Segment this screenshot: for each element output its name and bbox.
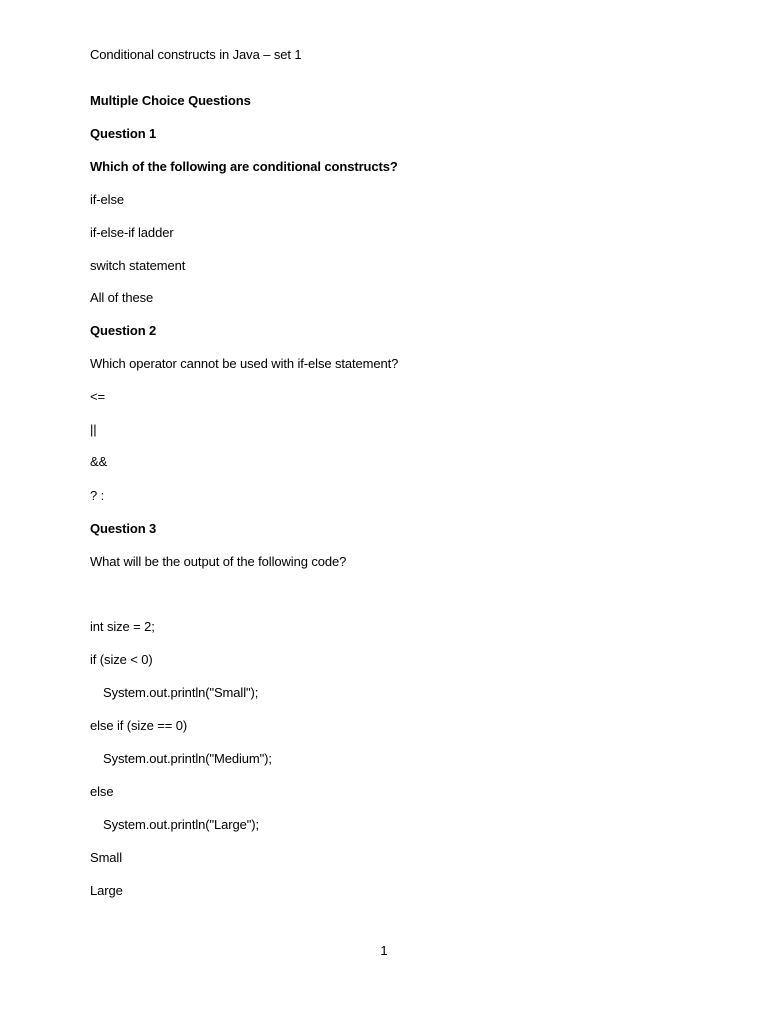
- code-line: System.out.println("Large");: [103, 817, 259, 832]
- page-number: 1: [380, 943, 388, 958]
- question-3-option-b: Large: [90, 883, 123, 898]
- question-1-option-a: if-else: [90, 192, 124, 207]
- question-3-option-a: Small: [90, 850, 123, 865]
- question-1-prompt: Which of the following are conditional constructs?: [90, 159, 398, 174]
- question-1-option-b: if-else-if ladder: [90, 225, 174, 240]
- code-line: System.out.println("Small");: [103, 685, 259, 700]
- code-line: else: [90, 784, 114, 799]
- question-1-option-c: switch statement: [90, 258, 186, 273]
- code-line: if (size < 0): [90, 652, 153, 667]
- question-2-option-a: <=: [90, 389, 105, 404]
- code-line: else if (size == 0): [90, 718, 188, 733]
- question-2-label: Question 2: [90, 323, 157, 338]
- question-1-label: Question 1: [90, 126, 157, 141]
- section-heading: Multiple Choice Questions: [90, 93, 251, 108]
- document-title: Conditional constructs in Java – set 1: [90, 47, 302, 62]
- question-2-option-d: ? :: [90, 488, 105, 503]
- code-line: int size = 2;: [90, 619, 155, 634]
- code-line: System.out.println("Medium");: [103, 751, 272, 766]
- question-2-prompt: Which operator cannot be used with if-else statement?: [90, 356, 399, 371]
- question-3-label: Question 3: [90, 521, 157, 536]
- question-1-option-d: All of these: [90, 290, 154, 305]
- question-2-option-b: ||: [90, 422, 97, 437]
- question-2-option-c: &&: [90, 454, 108, 469]
- question-3-prompt: What will be the output of the following code?: [90, 554, 347, 569]
